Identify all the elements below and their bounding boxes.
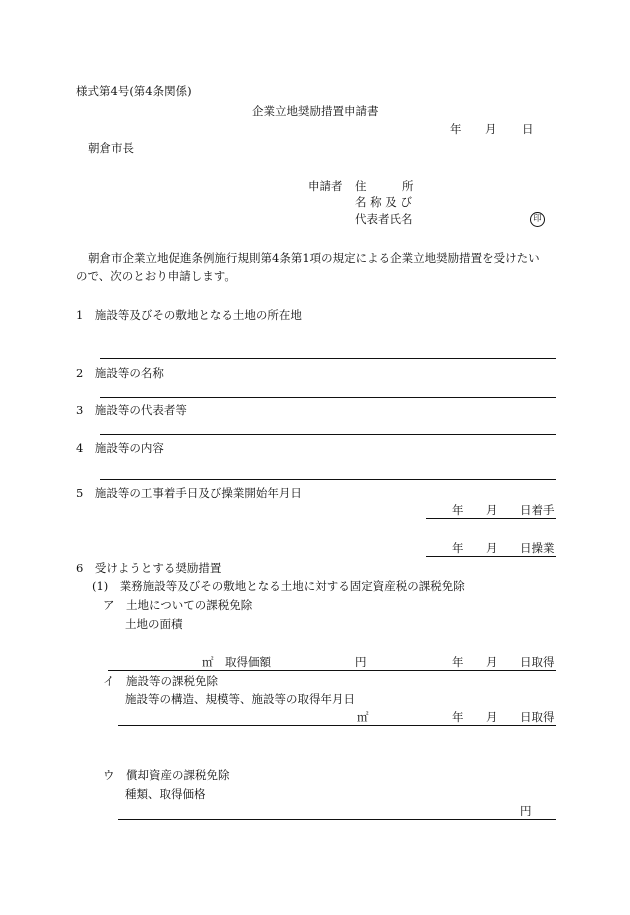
item-6-i-title: イ 施設等の課税免除 <box>103 674 218 688</box>
item-6-label: 6 受けようとする奨励措置 <box>76 561 222 575</box>
item-5-op-month: 月 <box>486 541 498 555</box>
item-1-line <box>100 358 556 359</box>
date-day: 日 <box>522 122 534 136</box>
item-6-a-suffix: 日取得 <box>520 655 555 669</box>
item-6-a-m2: ㎡ <box>202 655 214 669</box>
addressee: 朝倉市長 <box>88 141 134 155</box>
applicant-label: 申請者 <box>308 179 343 193</box>
item-5-op-suffix: 日操業 <box>520 541 555 555</box>
item-1-label: 1 施設等及びその敷地となる土地の所在地 <box>76 308 302 322</box>
item-6-i-year: 年 <box>452 710 464 724</box>
item-6-a-price-label: 取得価額 <box>225 655 271 669</box>
intro-line-1: 朝倉市企業立地促進条例施行規則第4条第1項の規定による企業立地奨励措置を受けたい <box>88 251 540 265</box>
date-month: 月 <box>485 122 497 136</box>
item-3-label: 3 施設等の代表者等 <box>76 403 187 417</box>
item-6-a-title: ア 土地についての課税免除 <box>103 598 253 612</box>
item-2-label: 2 施設等の名称 <box>76 366 164 380</box>
item-6-i-desc: 施設等の構造、規模等、施設等の取得年月日 <box>125 692 355 706</box>
item-5-start-month: 月 <box>486 503 498 517</box>
item-3-line <box>100 434 556 435</box>
item-5-label: 5 施設等の工事着手日及び操業開始年月日 <box>76 486 302 500</box>
item-5-op-line <box>426 556 556 557</box>
item-6-i-line <box>118 725 556 726</box>
applicant-name-label: 名 称 及 び <box>355 195 412 209</box>
item-6-i-month: 月 <box>486 710 498 724</box>
item-4-label: 4 施設等の内容 <box>76 441 164 455</box>
item-6-u-yen: 円 <box>520 804 532 818</box>
item-6-u-line <box>118 819 556 820</box>
intro-line-2: ので、次のとおり申請します。 <box>76 269 236 283</box>
applicant-address-2: 所 <box>402 179 414 193</box>
item-6-a-year: 年 <box>452 655 464 669</box>
item-5-op-year: 年 <box>452 541 464 555</box>
item-6-i-m2: ㎡ <box>357 710 369 724</box>
item-6-sub-1: (1) 業務施設等及びその敷地となる土地に対する固定資産税の課税免除 <box>92 579 465 593</box>
item-6-a-yen: 円 <box>355 655 367 669</box>
item-5-start-year: 年 <box>452 503 464 517</box>
item-5-start-line <box>426 518 556 519</box>
item-6-i-suffix: 日取得 <box>520 710 555 724</box>
seal-mark: 印 <box>530 212 545 227</box>
item-2-line <box>100 397 556 398</box>
document-title: 企業立地奨励措置申請書 <box>252 104 379 118</box>
item-5-start-suffix: 日着手 <box>520 503 555 517</box>
applicant-address-1: 住 <box>355 179 367 193</box>
form-number: 様式第4号(第4条関係) <box>76 84 192 98</box>
item-6-a-month: 月 <box>486 655 498 669</box>
item-6-a-area: 土地の面積 <box>125 617 183 631</box>
date-year: 年 <box>450 122 462 136</box>
item-4-line <box>100 479 556 480</box>
applicant-rep-label: 代表者氏名 <box>355 212 413 226</box>
item-6-u-desc: 種類、取得価格 <box>125 787 206 801</box>
item-6-u-title: ウ 償却資産の課税免除 <box>103 768 230 782</box>
item-6-a-line <box>108 670 556 671</box>
